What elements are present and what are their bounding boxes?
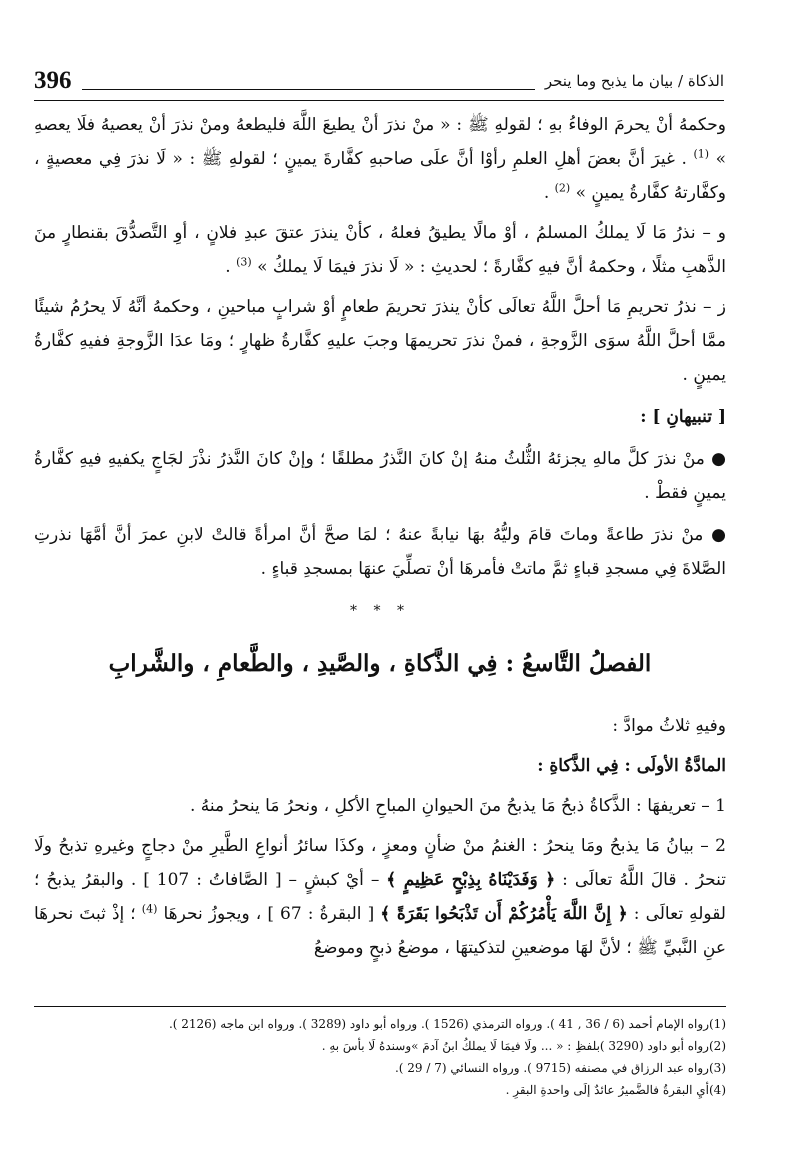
page-number: 396: [34, 67, 72, 94]
text: وحكمهُ أنْ يحرمَ الوفاءُ بهِ ؛ لقولهِ ﷺ : « منْ نذرَ أنْ يطيعَ اللَّهَ فليطعهُ ومنْ نذرَ أنْ يعصيهُ فلَا يعصهِ »: [34, 115, 727, 169]
running-title: الذكاة / بيان ما يذبح وما ينحر: [544, 72, 724, 90]
notice-heading: [ تنبيهانِ ] :: [640, 407, 726, 427]
footnote-ref-3[interactable]: (3): [236, 255, 252, 269]
footnote-4: (4)أيِ البقرةُ فالضَّميرُ عائدٌ إلَى واحدةِ البقرِ .: [505, 1083, 726, 1097]
section-separator: * * *: [350, 603, 410, 619]
chapter-intro: وفيهِ ثلاثُ موادَّ :: [612, 716, 726, 736]
text: – أيْ كبشٍ – [ الصَّافاتُ : 107 ] .: [130, 870, 380, 890]
footnote-ref-4[interactable]: (4): [141, 902, 158, 916]
footnote-2: (2)رواه أبو داود (3290 )بلفظِ : « ... ولَا فيمَا لَا يملكُ ابنُ آدمَ »وسندهُ لَا بأسَ بهِ .: [321, 1039, 726, 1053]
bullet-all-wealth: ● منْ نذرَ كلَّ مالهِ يجزئهُ الثُّلثُ منهُ إنْ كانَ النَّذرُ مطلقًا ؛ وإنْ كانَ النَّذرُ نذْرَ لجَاجٍ يكفيهِ فيهِ كفَّارةُ يمينٍ فقطْ .: [34, 449, 726, 503]
footnote-ref-2[interactable]: (2): [554, 181, 571, 195]
bullet-vow-after-death: ● منْ نذرَ طاعةً وماتَ قامَ وليُّهُ بهَا نيابةً عنهُ ؛ لمَا صحَّ أنَّ امرأةً قالتْ لابنِ عمرَ أنَّ أمَّهَا نذرتِ الصَّلاةَ فِي مسجدِ قباءٍ ثمَّ ماتتْ فأمرهَا أنْ تصلِّيَ عنهَا بمسجدِ قباءٍ .: [34, 525, 726, 579]
footnotes: [34, 1013, 726, 1101]
quran-verse: ﴿ وَفَدَيْنَاهُ بِذِبْحٍ عَظِيمٍ ﴾: [386, 870, 556, 890]
header-divider: [34, 100, 724, 101]
paragraph-vow-not-owned: و – نذرُ مَا لَا يملكُ المسلمُ ، أوْ مالًا يطيقُ فعلهُ ، كأنْ ينذرَ عتقَ عبدِ فلانٍ ، أوِ التَّصدُّقَ بقنطارٍ منَ الذَّهبِ مثلًا ، وحكمهُ أنَّ فيهِ كفَّارةً ؛ لحديثِ : « لَا نذرَ فيمَا لَا يملكُ » $^{(3)}$ .: [34, 223, 726, 277]
footnote-divider: [34, 1006, 726, 1007]
text: والبقرُ يذبحُ ؛ لقولهِ تعالَى :: [34, 870, 726, 924]
text: 2 – بيانُ مَا يذبحُ ومَا ينحرُ : الغنمُ منْ ضأنٍ ومعزٍ ، وكذَا سائرُ أنواعِ الطَّيرِ منْ دجاجٍ وغيرهِ تذبحُ ولَا تنحرُ . قالَ اللَّهُ تعالَى :: [34, 836, 727, 890]
text: و – نذرُ مَا لَا يملكُ المسلمُ ، أوْ مالًا يطيقُ فعلهُ ، كأنْ ينذرَ عتقَ عبدِ فلانٍ ، أوِ التَّصدُّقَ بقنطارٍ منَ الذَّهبِ مثلًا ، وحكمهُ أنَّ فيهِ كفَّارةً ؛ لحديثِ : « لَا نذرَ فيمَا لَا يملكُ »: [34, 223, 726, 277]
text: . غيرَ أنَّ بعضَ أهلِ العلمِ رأوْا أنَّ علَى صاحبهِ كفَّارةَ يمينٍ ؛ لقولهِ ﷺ : « لَا نذرَ فِي معصيةٍ ، وكفَّارتهُ كفَّارةُ يمينٍ »: [34, 149, 726, 203]
text: ؛ إذْ ثبتَ نحرهَا عنِ النَّبيِّ ﷺ ؛ لأنَّ لهَا موضعينِ لتذكيتهَا ، موضعُ ذبحٍ وموضعُ: [34, 904, 726, 958]
item-what-slaughtered: [34, 829, 726, 965]
page-header: [34, 66, 724, 96]
text: [ البقرةُ : 67 ] ، ويجوزُ نحرهَا: [163, 904, 375, 924]
footnote-1: (1)رواه الإمام أحمد (6 / 36 , 41 ). ورواه الترمذي (1526 ). ورواه أبو داود (3289 ). ورواه ابن ماجه (2126 ).: [168, 1017, 726, 1031]
footnote-ref-1[interactable]: (1): [693, 147, 710, 161]
quran-verse: ﴿ إِنَّ اللَّهَ يَأْمُرُكُمْ أَن تَذْبَحُوا بَقَرَةً ﴾: [380, 904, 628, 924]
section-title: المادَّةُ الأولَى : فِي الذَّكاةِ :: [537, 756, 726, 776]
header-rule: [82, 73, 535, 90]
item-definition: 1 – تعريفهَا : الذَّكاةُ ذبحُ مَا يذبحُ منَ الحيوانِ المباحِ الأكلِ ، ونحرُ مَا ينحرُ منهُ .: [190, 796, 726, 816]
main-text: [34, 108, 726, 965]
paragraph-vow-forbid: ز – نذرُ تحريمِ مَا أحلَّ اللَّهُ تعالَى كأنْ ينذرَ تحريمَ طعامٍ أوْ شرابٍ مباحينِ ، وحكمهُ أنَّهُ لَا يحرُمُ شيئًا ممَّا أحلَّ اللَّهُ سوَى الزَّوجةِ ، فمنْ نذرَ تحريمهَا وجبَ عليهِ كفَّارةُ ظهارٍ ؛ ومَا عدَا الزَّوجةِ ففيهِ كفَّارةُ يمينٍ .: [34, 297, 726, 385]
chapter-title: الفصلُ التَّاسعُ : فِي الذَّكاةِ ، والصَّيدِ ، والطَّعامِ ، والشَّرابِ: [108, 650, 652, 677]
footnote-3: (3)رواه عبد الرزاق في مصنفه (9715 ). ورواه النسائي (7 / 29 ).: [394, 1061, 726, 1075]
paragraph-vow-sin: وحكمهُ أنْ يحرمَ الوفاءُ بهِ ؛ لقولهِ ﷺ : « منْ نذرَ أنْ يطيعَ اللَّهَ فليطعهُ ومنْ نذرَ أنْ يعصيهُ فلَا يعصهِ » $^{(1)}$ . غيرَ أنَّ بعضَ أهلِ العلمِ رأوْا أنَّ علَى صاحبهِ كفَّارةَ يمينٍ ؛ لقولهِ ﷺ : « لَا نذرَ فِي معصيةٍ ، وكفَّارتهُ كفَّارةُ يمينٍ » $^{(2)}$ .: [34, 115, 727, 203]
